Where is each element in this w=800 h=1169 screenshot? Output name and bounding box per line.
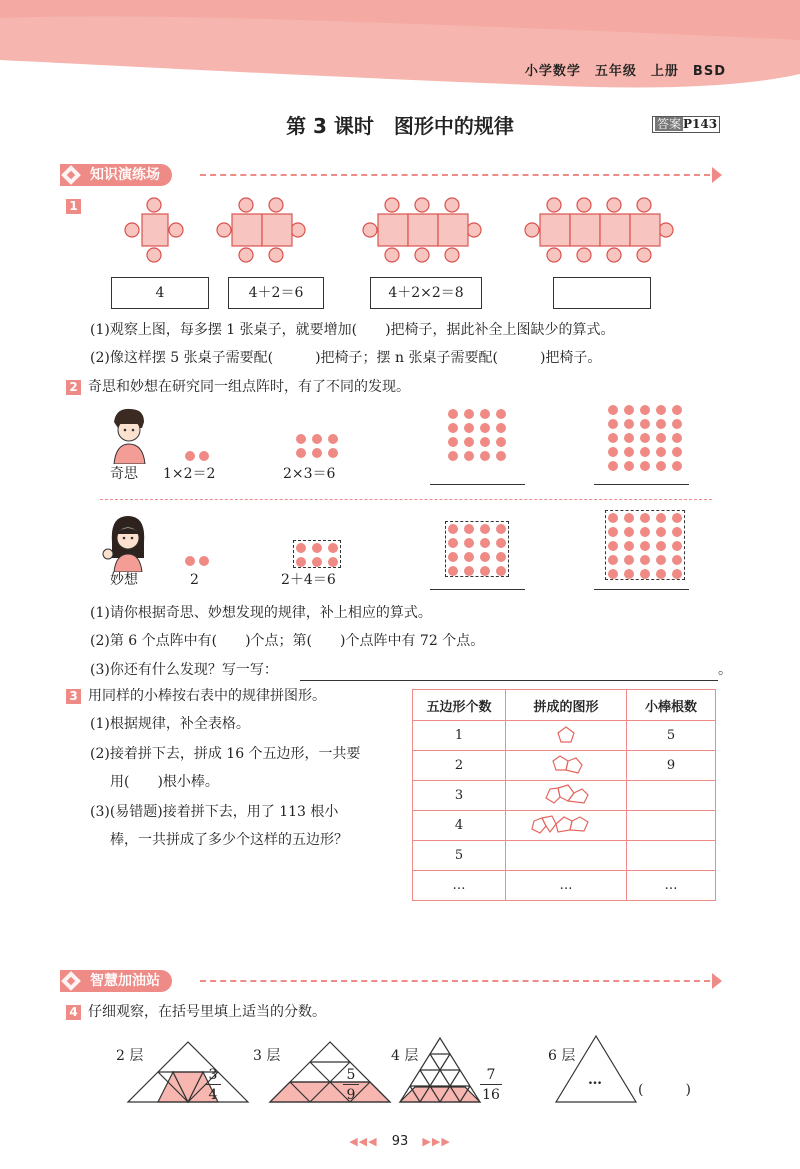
- cell-count: 5: [413, 841, 506, 871]
- qisi-eq2: 2×3＝6: [283, 466, 336, 482]
- cell-sticks: 5: [627, 721, 716, 751]
- table-row: [413, 841, 716, 871]
- cell-shape: [506, 721, 627, 751]
- dot: [672, 461, 682, 471]
- q2-part3-end: 。: [718, 662, 732, 678]
- dot: [624, 447, 634, 457]
- formula-box: 4＋2＝6: [228, 277, 324, 309]
- table-row: [413, 871, 716, 901]
- dot: [296, 448, 306, 458]
- cell-sticks: 9: [627, 751, 716, 781]
- q3-part2: (2)接着拼下去，拼成 16 个五边形，一共要: [90, 746, 361, 762]
- pentagon-shape-3: [536, 783, 596, 805]
- dot: [464, 423, 474, 433]
- table-row: [413, 781, 716, 811]
- dot: [656, 447, 666, 457]
- dot: [496, 437, 506, 447]
- dot: [448, 451, 458, 461]
- question-number: 2: [66, 380, 81, 395]
- dot: [624, 461, 634, 471]
- dot: [608, 405, 618, 415]
- miaoxiang-name: 妙想: [110, 572, 138, 588]
- table-header: 小棒根数: [627, 690, 716, 721]
- dot: [608, 461, 618, 471]
- dot: [464, 437, 474, 447]
- layers-label: 4 层: [391, 1048, 419, 1064]
- table-header: 五边形个数: [413, 690, 506, 721]
- divider: [100, 499, 712, 500]
- miaoxiang-eq1: 2: [190, 572, 199, 588]
- q4-intro: 仔细观察，在括号里填上适当的分数。: [88, 1004, 326, 1020]
- section-title: 智慧加油站: [60, 970, 172, 992]
- q2-part2: (2)第 6 个点阵中有( )个点；第( )个点阵中有 72 个点。: [90, 633, 485, 649]
- dot: [672, 419, 682, 429]
- dot: [624, 419, 634, 429]
- dot: [480, 423, 490, 433]
- question-number: 3: [66, 689, 81, 704]
- cell-count: …: [413, 871, 506, 901]
- dot: [672, 405, 682, 415]
- dot: [464, 451, 474, 461]
- dot: [608, 447, 618, 457]
- section-banner-challenge: [60, 970, 725, 992]
- fraction-numerator: 7: [480, 1066, 502, 1085]
- dot: [328, 448, 338, 458]
- answer-parentheses[interactable]: ( ): [638, 1082, 691, 1098]
- girl-avatar: [102, 512, 150, 572]
- section-banner-practice: [60, 164, 725, 186]
- layers-label: 6 层: [548, 1048, 576, 1064]
- fraction-denominator: 16: [482, 1087, 500, 1103]
- dot: [624, 433, 634, 443]
- layers-label: 2 层: [116, 1048, 144, 1064]
- header-info: 小学数学 五年级 上册 BSD: [524, 64, 726, 79]
- q2-part1: (1)请你根据奇思、妙想发现的规律，补上相应的算式。: [90, 605, 432, 621]
- fraction-numerator: 5: [343, 1066, 359, 1085]
- qisi-eq1: 1×2＝2: [163, 466, 216, 482]
- table-chair-diagram: [120, 190, 700, 270]
- formula-answer-box[interactable]: [553, 277, 651, 309]
- triangle-diagrams: [100, 1028, 720, 1108]
- answer-page: P143: [683, 117, 718, 131]
- dot: [496, 423, 506, 433]
- dot: [640, 461, 650, 471]
- table-row: [413, 811, 716, 841]
- answer-line[interactable]: [430, 483, 525, 485]
- dot: [656, 405, 666, 415]
- dot: [640, 419, 650, 429]
- answer-reference: [652, 116, 720, 133]
- table-header: 拼成的图形: [506, 690, 627, 721]
- dot: [312, 448, 322, 458]
- dot: [296, 434, 306, 444]
- question-number: 4: [66, 1005, 81, 1020]
- question-number: 1: [66, 199, 81, 214]
- answer-line[interactable]: [594, 588, 689, 590]
- dot: [640, 433, 650, 443]
- cell-sticks[interactable]: [627, 781, 716, 811]
- cell-shape: [506, 841, 627, 871]
- q3-intro: 用同样的小棒按右表中的规律拼图形。: [88, 688, 326, 704]
- dot: [448, 409, 458, 419]
- dot: [312, 434, 322, 444]
- dashed-frame: [445, 521, 509, 577]
- cell-count: 2: [413, 751, 506, 781]
- dot: [656, 419, 666, 429]
- formula-box: 4: [111, 277, 209, 309]
- dot: [496, 409, 506, 419]
- dot: [328, 434, 338, 444]
- answer-line[interactable]: [594, 483, 689, 485]
- dot: [480, 451, 490, 461]
- answer-line[interactable]: [300, 679, 718, 681]
- dot: [480, 409, 490, 419]
- formula-box: 4＋2×2＝8: [370, 277, 482, 309]
- q2-intro: 奇思和妙想在研究同一组点阵时，有了不同的发现。: [88, 379, 410, 395]
- cell-count: 4: [413, 811, 506, 841]
- dashed-frame: [605, 510, 685, 580]
- qisi-name: 奇思: [110, 466, 138, 482]
- dot: [480, 437, 490, 447]
- dashed-frame: [293, 540, 341, 568]
- pentagon-shape-1: [536, 724, 596, 744]
- dot: [672, 447, 682, 457]
- dot: [608, 433, 618, 443]
- cell-count: 1: [413, 721, 506, 751]
- cell-sticks[interactable]: [627, 811, 716, 841]
- page-number: 93: [391, 1134, 409, 1149]
- dot: [672, 433, 682, 443]
- table-row: [413, 721, 716, 751]
- layers-label: 3 层: [253, 1048, 281, 1064]
- pentagon-table: [412, 689, 716, 901]
- page-footer: [0, 1134, 800, 1149]
- dot: [496, 451, 506, 461]
- dot: [448, 437, 458, 447]
- dot: [608, 419, 618, 429]
- cell-shape: [506, 751, 627, 781]
- dot: [640, 405, 650, 415]
- dot: [624, 405, 634, 415]
- pentagon-shape-2: [536, 753, 596, 775]
- section-title: 知识演练场: [60, 164, 172, 186]
- dot: [656, 433, 666, 443]
- dot: [448, 423, 458, 433]
- q3-part1: (1)根据规律，补全表格。: [90, 716, 250, 732]
- cell-sticks[interactable]: [627, 841, 716, 871]
- fraction-denominator: 4: [208, 1087, 218, 1103]
- miaoxiang-eq2: 2＋4＝6: [281, 572, 336, 588]
- table-row: [413, 751, 716, 781]
- ellipsis: …: [588, 1072, 602, 1088]
- fraction-numerator: 3: [205, 1066, 221, 1085]
- q1-part2: (2)像这样摆 5 张桌子需要配( )把椅子；摆 n 张桌子需要配( )把椅子。: [90, 350, 602, 366]
- answer-label: 答案: [657, 117, 682, 131]
- next-arrows: ▶▶▶: [422, 1135, 451, 1148]
- fraction-denominator: 9: [346, 1087, 356, 1103]
- cell-shape: [506, 811, 627, 841]
- boy-avatar: [108, 406, 150, 464]
- pentagon-shape-4: [528, 813, 604, 835]
- q3-part2b: 用( )根小棒。: [110, 774, 219, 790]
- prev-arrows: ◀◀◀: [349, 1135, 378, 1148]
- dot: [640, 447, 650, 457]
- dot: [656, 461, 666, 471]
- cell-shape: …: [506, 871, 627, 901]
- cell-shape: [506, 781, 627, 811]
- q3-part3b: 棒，一共拼成了多少个这样的五边形？: [110, 832, 348, 848]
- dot: [464, 409, 474, 419]
- q1-part1: (1)观察上图，每多摆 1 张桌子，就要增加( )把椅子，据此补全上图缺少的算式。: [90, 322, 615, 338]
- q2-part3: (3)你还有什么发现？写一写：: [90, 662, 278, 678]
- answer-line[interactable]: [430, 588, 525, 590]
- cell-sticks: …: [627, 871, 716, 901]
- cell-count: 3: [413, 781, 506, 811]
- q3-part3: (3)(易错题)接着拼下去，用了 113 根小: [90, 804, 339, 820]
- lesson-title: 第 3 课时 图形中的规律: [286, 114, 514, 138]
